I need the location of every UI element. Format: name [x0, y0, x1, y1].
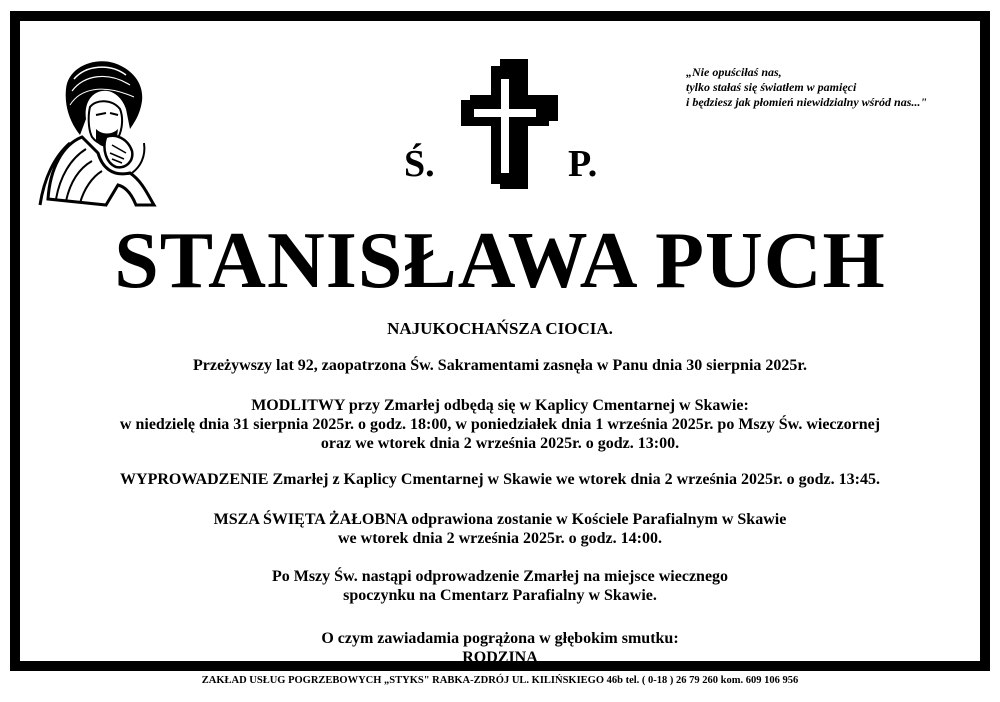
epigraph-quote	[686, 65, 986, 110]
burial-line: spoczynku na Cmentarz Parafialny w Skawie.	[343, 587, 657, 604]
life-statement: Przeżywszy lat 92, zaopatrzona Św. Sakramentami zasnęła w Panu dnia 30 sierpnia 2025r.	[192, 357, 808, 374]
closing-paragraph	[20, 629, 980, 667]
prayers-paragraph	[20, 396, 980, 453]
cross-icon	[454, 59, 558, 189]
quote-line: i będziesz jak płomień niewidzialny wśród nas..."	[686, 95, 928, 109]
funeral-home-footer: ZAKŁAD USŁUG POGRZEBOWYCH „STYKS" RABKA-ZDRÓJ UL. KILIŃSKIEGO 46b tel. ( 0-18 ) 26 79 260 kom. 609 106 956	[201, 675, 799, 686]
praying-jesus-icon	[36, 49, 164, 209]
prayers-line: MODLITWY przy Zmarłej odbędą się w Kaplicy Cmentarnej w Skawie:	[251, 397, 749, 414]
symbol-left: Ś.	[404, 143, 435, 185]
relation-title: NAJUKOCHAŃSZA CIOCIA.	[387, 319, 613, 338]
mass-line: we wtorek dnia 2 września 2025r. o godz. 14:00.	[338, 530, 662, 547]
symbol-right: P.	[568, 143, 598, 185]
prayers-line: w niedzielę dnia 31 sierpnia 2025r. o godz. 18:00, w poniedziałek dnia 1 września 2025r. po Mszy Św. wieczornej	[119, 416, 881, 433]
mass-paragraph	[20, 510, 980, 548]
burial-line: Po Mszy Św. nastąpi odprowadzenie Zmarłej na miejsce wiecznego	[271, 568, 729, 585]
obituary-frame	[10, 11, 990, 671]
quote-line: tylko stałaś się światłem w pamięci	[686, 80, 857, 94]
family-signature: RODZINA	[462, 649, 538, 666]
closing-line: O czym zawiadamia pogrążona w głębokim smutku:	[321, 630, 679, 647]
burial-paragraph	[20, 567, 980, 605]
departure-paragraph: WYPROWADZENIE Zmarłej z Kaplicy Cmentarnej w Skawie we wtorek dnia 2 września 2025r. o godz. 13:45.	[120, 471, 880, 488]
mass-line: MSZA ŚWIĘTA ŻAŁOBNA odprawiona zostanie w Kościele Parafialnym w Skawie	[213, 511, 787, 528]
prayers-line: oraz we wtorek dnia 2 września 2025r. o godz. 13:00.	[320, 435, 680, 452]
quote-line: „Nie opuściłaś nas,	[686, 65, 782, 79]
deceased-name: STANISŁAWA PUCH	[114, 217, 886, 305]
